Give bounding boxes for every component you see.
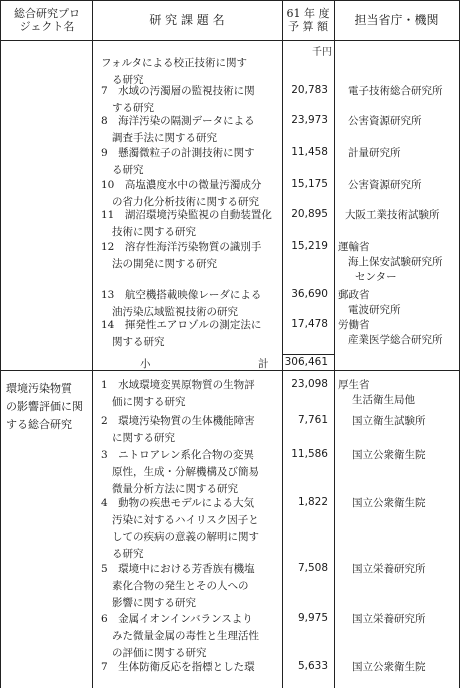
topic-line: みた微量金属の毒性と生理活性: [112, 630, 259, 642]
section-2-category-line: 環境汚染物質: [6, 382, 72, 395]
section-2-category-line: する総合研究: [6, 418, 72, 431]
table-border-left: [0, 0, 1, 688]
agency-line: 国立栄養研究所: [352, 613, 426, 625]
topic-line: 7 生体防衛反応を指標とした環: [101, 661, 255, 673]
topic-line: る研究: [112, 74, 144, 86]
agency-line: 労働省: [338, 319, 370, 331]
budget-value: 36,690: [291, 288, 328, 300]
topic-line: 10 高塩濃度水中の微量汚濁成分: [101, 179, 262, 191]
section-2-category: [6, 380, 90, 434]
topic-line: しての疾病の意義の解明に関す: [112, 531, 259, 543]
header-divider: [0, 40, 460, 41]
budget-value: 17,478: [291, 318, 328, 330]
budget-value: 15,175: [291, 178, 328, 190]
agency-line: 公害資源研究所: [348, 179, 422, 191]
subtotal-label-b: 計: [258, 358, 269, 370]
topic-line: 汚染に対するハイリスク因子と: [112, 514, 259, 526]
budget-value: 1,822: [297, 496, 328, 508]
topic-line: 油汚染広域監視技術の研究: [112, 306, 238, 318]
agency-line: 生活衛生局他: [352, 394, 415, 406]
agency-line: 計量研究所: [348, 147, 401, 159]
agency-line: 運輸省: [338, 241, 370, 253]
topic-line: 影響に関する研究: [112, 597, 196, 609]
agency-line: 国立公衆衛生院: [352, 661, 426, 673]
agency-line: 国立公衆衛生院: [352, 449, 426, 461]
topic-line: る研究: [112, 548, 144, 560]
budget-value: 5,633: [297, 660, 328, 672]
agency-line: 電波研究所: [348, 304, 401, 316]
agency-line: 厚生省: [338, 379, 370, 391]
budget-value: 20,895: [291, 208, 328, 220]
budget-value: 23,973: [291, 114, 328, 126]
topic-line: の評価に関する研究: [112, 647, 207, 659]
topic-line: 6 金属イオンインバランスより: [101, 613, 253, 625]
agency-line: 国立公衆衛生院: [352, 497, 426, 509]
agency-line: 国立栄養研究所: [352, 563, 426, 575]
agency-line: 郵政省: [338, 289, 370, 301]
topic-line: 3 ニトロアレン系化合物の変異: [101, 449, 254, 461]
budget-value: 15,219: [291, 240, 328, 252]
budget-unit: 千円: [312, 47, 332, 58]
topic-line: 素化合物の発生とその人への: [112, 580, 249, 592]
topic-line: に関する研究: [112, 432, 175, 444]
agency-line: 海上保安試験研究所: [348, 256, 443, 268]
topic-line: 4 動物の疾患モデルによる大気: [101, 497, 255, 509]
topic-line: フォルタによる校正技術に関す: [101, 57, 248, 69]
budget-value: 7,508: [297, 562, 328, 574]
agency-line: 大阪工業技術試験所: [345, 209, 440, 221]
budget-value: 23,098: [291, 378, 328, 390]
topic-line: 調査手法に関する研究: [112, 132, 217, 144]
topic-line: の省力化分析技術に関する研究: [112, 196, 259, 208]
budget-value: 7,761: [297, 414, 328, 426]
budget-value: 20,783: [291, 84, 328, 96]
topic-line: 技術に関する研究: [112, 226, 196, 238]
column-divider-1: [92, 0, 93, 688]
budget-value: 11,458: [291, 146, 328, 158]
agency-line: 公害資源研究所: [348, 115, 422, 127]
subtotal-value: 306,461: [284, 356, 328, 368]
topic-line: 2 環境汚染物質の生体機能障害: [101, 415, 255, 427]
topic-line: る研究: [112, 164, 144, 176]
topic-line: 14 揮発性エアロゾルの測定法に: [101, 319, 262, 331]
topic-line: 8 海洋汚染の隔測データによる: [101, 115, 255, 127]
topic-line: 7 水域の汚濁層の監視技術に関: [101, 85, 255, 97]
header-budget-line2: 予 算 額: [288, 20, 328, 33]
header-category: [2, 0, 92, 40]
agency-line: センター: [355, 271, 397, 283]
agency-line: 産業医学総合研究所: [348, 334, 443, 346]
topic-line: 微量分析方法に関する研究: [112, 483, 238, 495]
column-divider-2: [282, 0, 283, 688]
topic-line: 価に関する研究: [112, 396, 186, 408]
header-budget-line1: 61 年 度: [286, 7, 330, 20]
header-topic: 研 究 課 題 名: [149, 12, 225, 27]
topic-line: 9 懸濁微粒子の計測技術に関す: [101, 147, 255, 159]
topic-line: 1 水域環境変異原物質の生物評: [101, 379, 255, 391]
column-divider-3: [334, 0, 335, 688]
topic-line: する研究: [112, 102, 154, 114]
section-divider: [0, 370, 460, 371]
agency-line: 電子技術総合研究所: [348, 85, 443, 97]
header-category-line1: 総合研究プロ: [14, 7, 80, 20]
topic-line: 13 航空機搭載映像レーダによる: [101, 289, 262, 301]
topic-line: 法の開発に関する研究: [112, 258, 217, 270]
subtotal-rule: [282, 354, 334, 355]
header-agency: 担当省庁・機関: [354, 12, 439, 27]
header-category-line2: ジェクト名: [19, 20, 75, 33]
subtotal-label-a: 小: [140, 358, 151, 370]
agency-line: 国立衛生試験所: [352, 415, 426, 427]
header-budget: [282, 0, 334, 40]
topic-line: 12 溶存性海洋汚染物質の識別手: [101, 241, 262, 253]
topic-line: 5 環境中における芳香族有機塩: [101, 563, 255, 575]
section-2-category-line: の影響評価に関: [6, 400, 83, 413]
budget-value: 9,975: [297, 612, 328, 624]
budget-value: 11,586: [291, 448, 328, 460]
topic-line: 原性，生成・分解機構及び簡易: [112, 466, 259, 478]
topic-line: 11 湖沼環境汚染監視の自動装置化: [101, 209, 272, 221]
topic-line: 関する研究: [112, 336, 165, 348]
